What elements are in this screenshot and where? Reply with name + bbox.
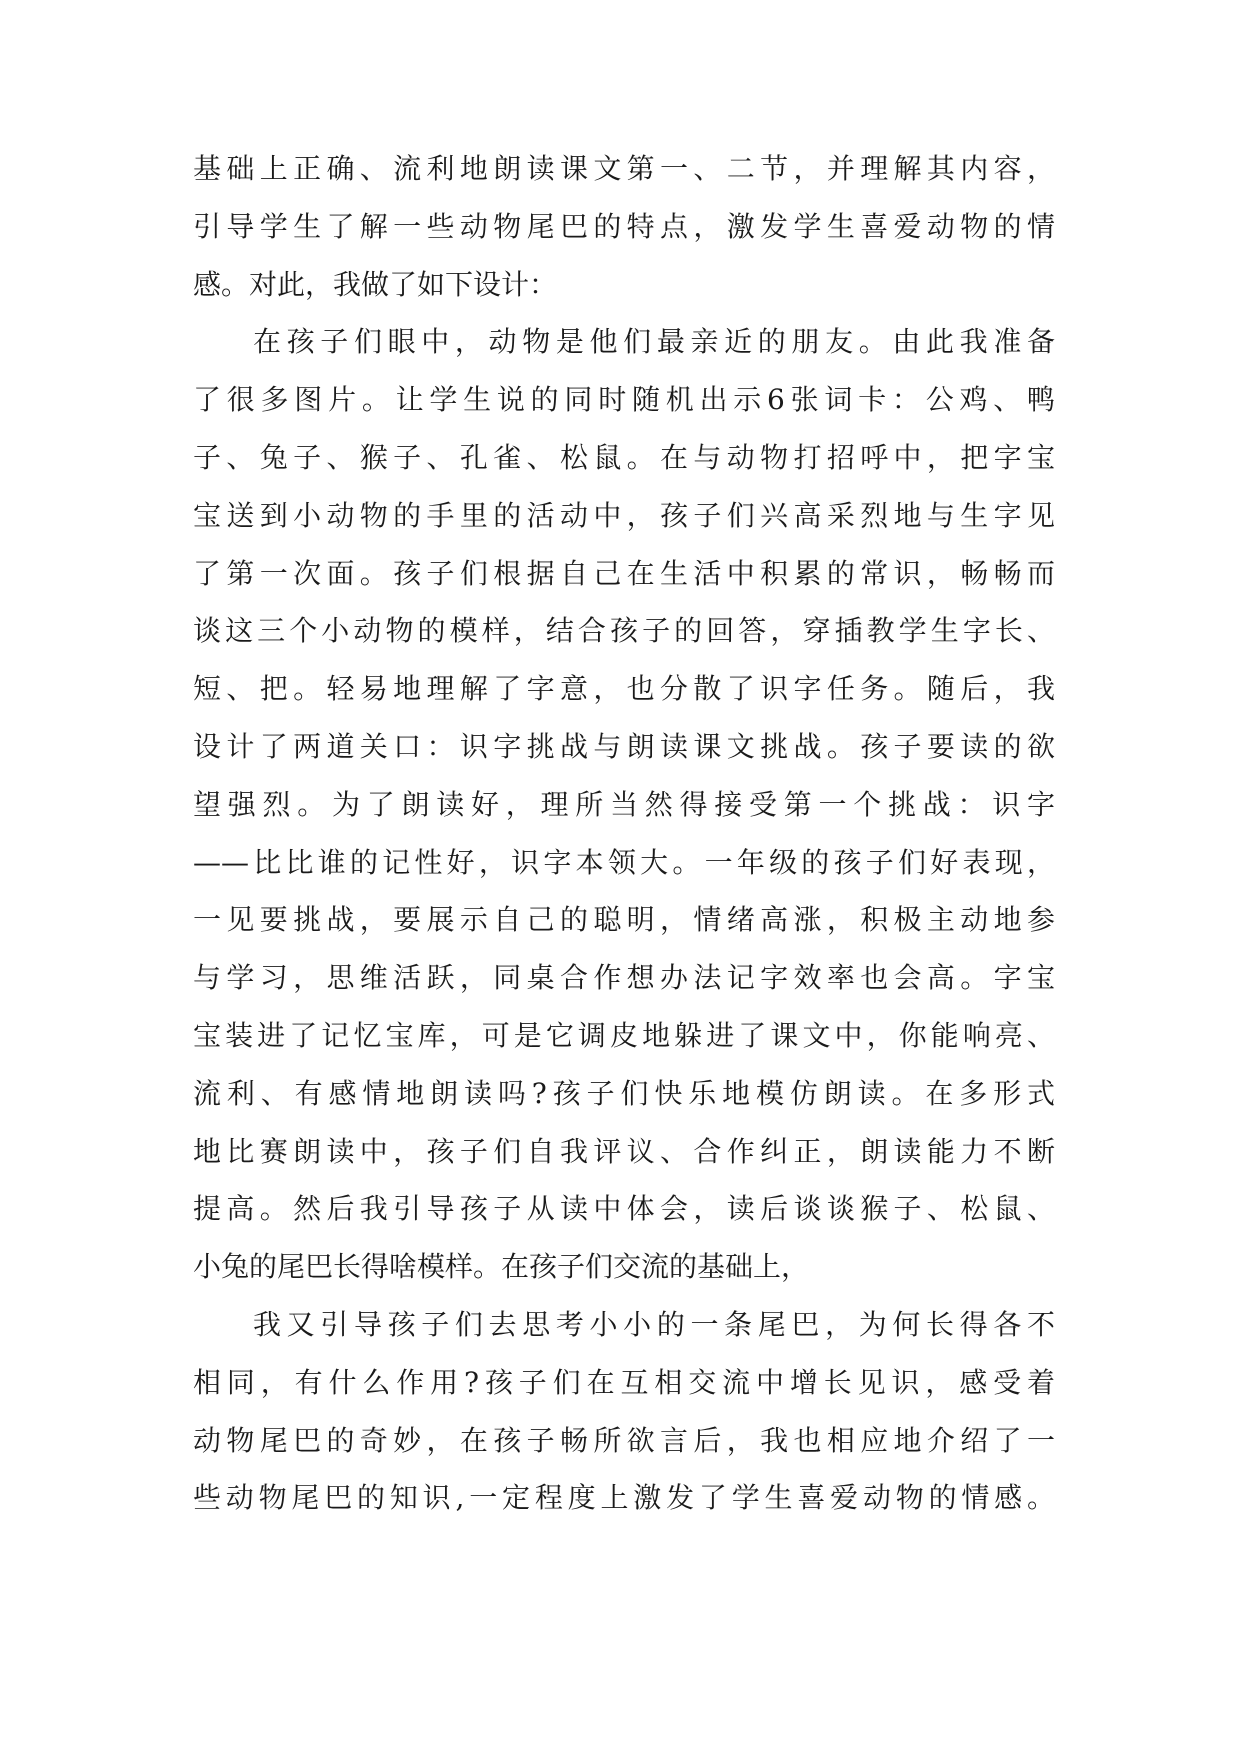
text-line: 在孩子们眼中，动物是他们最亲近的朋友。由此我准备 <box>253 325 1055 359</box>
text-line: 我又引导孩子们去思考小小的一条尾巴，为何长得各不 <box>253 1307 1055 1341</box>
text-line: 短、把。轻易地理解了字意，也分散了识字任务。随后，我 <box>193 672 1055 706</box>
text-line: 宝装进了记忆宝库，可是它调皮地躲进了课文中，你能响亮、 <box>193 1018 1055 1052</box>
text-line: 谈这三个小动物的模样，结合孩子的回答，穿插教学生字长、 <box>193 614 1055 648</box>
text-line: 流利、有感情地朗读吗?孩子们快乐地模仿朗读。在多形式 <box>193 1076 1055 1110</box>
text-line: 设计了两道关口：识字挑战与朗读课文挑战。孩子要读的欲 <box>193 729 1055 763</box>
paragraph-1 <box>193 140 1055 313</box>
text-line: 动物尾巴的奇妙，在孩子畅所欲言后，我也相应地介绍了一 <box>193 1423 1055 1457</box>
text-line: 小兔的尾巴长得啥模样。在孩子们交流的基础上， <box>193 1250 810 1284</box>
text-line: 宝送到小动物的手里的活动中，孩子们兴高采烈地与生字见 <box>193 498 1055 532</box>
text-line: ——比比谁的记性好，识字本领大。一年级的孩子们好表现， <box>193 845 1055 879</box>
text-line: 提高。然后我引导孩子从读中体会，读后谈谈猴子、松鼠、 <box>193 1192 1055 1226</box>
text-line: 望强烈。为了朗读好，理所当然得接受第一个挑战：识字 <box>193 787 1055 821</box>
text-line: 基础上正确、流利地朗读课文第一、二节，并理解其内容， <box>193 152 1055 185</box>
text-line: 地比赛朗读中，孩子们自我评议、合作纠正，朗读能力不断 <box>193 1134 1055 1168</box>
document-page <box>193 140 1055 1527</box>
text-line: 与学习，思维活跃，同桌合作想办法记字效率也会高。字宝 <box>193 961 1055 995</box>
text-line: 相同，有什么作用?孩子们在互相交流中增长见识，感受着 <box>193 1365 1055 1399</box>
text-line: 一见要挑战，要展示自己的聪明，情绪高涨，积极主动地参 <box>193 903 1055 937</box>
text-line: 些动物尾巴的知识,一定程度上激发了学生喜爱动物的情感。 <box>193 1481 1055 1515</box>
paragraph-2 <box>193 313 1055 1296</box>
paragraph-3 <box>193 1296 1055 1527</box>
text-line: 感。对此，我做了如下设计： <box>193 267 558 301</box>
text-line: 了第一次面。孩子们根据自己在生活中积累的常识，畅畅而 <box>193 556 1055 590</box>
text-line: 子、兔子、猴子、孔雀、松鼠。在与动物打招呼中，把字宝 <box>193 440 1055 474</box>
text-line: 引导学生了解一些动物尾巴的特点，激发学生喜爱动物的情 <box>193 209 1055 243</box>
text-line: 了很多图片。让学生说的同时随机出示6张词卡：公鸡、鸭 <box>193 383 1055 417</box>
